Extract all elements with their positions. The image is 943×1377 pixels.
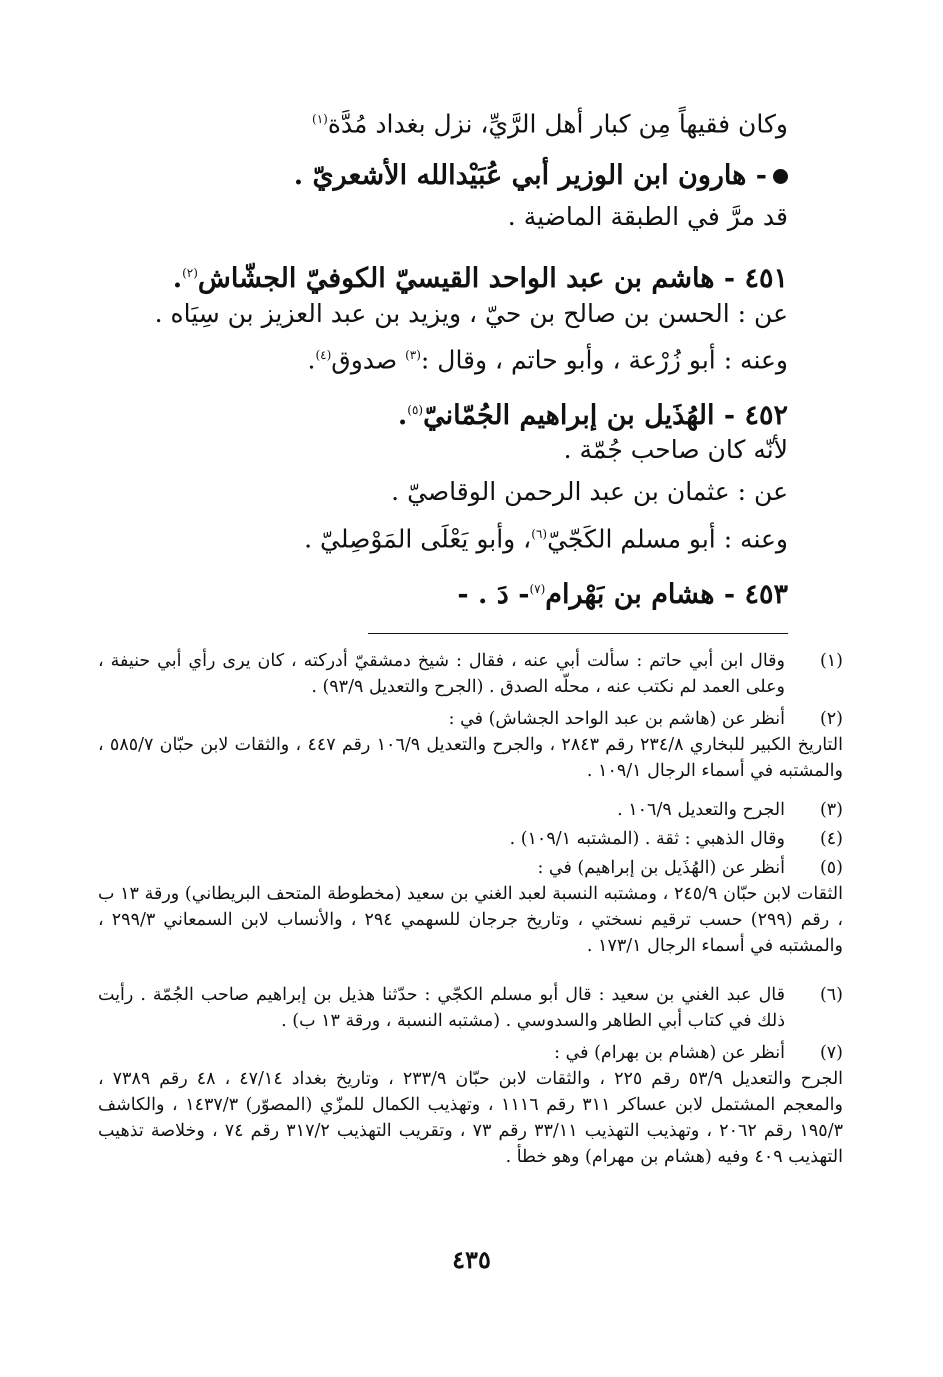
by-text: ، وأبو يَعْلَى المَوْصِليّ . xyxy=(304,524,532,554)
by-text: صدوق xyxy=(331,345,406,375)
entry-title: - هارون ابن الوزير أبي عُبَيْدالله الأشعريّ . xyxy=(293,160,767,191)
footnote-ref: (٦) xyxy=(531,527,548,541)
footnote-5 xyxy=(98,855,843,959)
by-text: وعنه : أبو مسلم الكَجّيّ xyxy=(547,524,788,554)
by-text: وعنه : أبو زُرْعة ، وأبو حاتم ، وقال : xyxy=(420,345,788,375)
text-line-1 xyxy=(312,102,788,141)
footnote-text: قال عبد الغني بن سعيد : قال أبو مسلم الكجّي : حدّثنا هذيل بن إبراهيم صاحب الجُمّة . رأيت ذلك في كتاب أبي الطاهر والسدوسي . (مشتبه النسبة ، ورقة ١٣ ب) . xyxy=(98,985,785,1031)
footnote-ref: (٢) xyxy=(182,266,198,280)
by-end: . xyxy=(307,345,316,375)
footnote-number: (٧) xyxy=(819,1043,843,1063)
footnote-text: أنظر عن (هاشم بن عبد الواحد الجشاش) في : xyxy=(448,709,785,729)
footnote-divider xyxy=(368,633,788,634)
footnote-6 xyxy=(98,982,843,1034)
footnote-text: وقال الذهبي : ثقة . (المشتبه ١٠٩/١) . xyxy=(509,829,785,849)
footnote-number: (٤) xyxy=(819,829,843,849)
footnote-text: وقال ابن أبي حاتم : سألت أبي عنه ، فقال : شيخ دمشقيّ أدركته ، كان يرى رأي أبي حنيفة ، وعلى العمد لم نكتب عنه ، محلّه الصدق . (الجرح والتعديل ٩٣/٩) . xyxy=(98,651,785,697)
footnote-text: الجرح والتعديل ١٠٦/٩ . xyxy=(617,800,785,820)
entry-451-heading xyxy=(173,255,788,297)
note-text: قد مرَّ في الطبقة الماضية . xyxy=(507,202,788,231)
footnote-number: (٥) xyxy=(819,858,843,878)
note-text: لأنّه كان صاحب جُمّة . xyxy=(563,435,788,464)
bullet-icon xyxy=(773,169,788,184)
entry-end: . xyxy=(397,400,408,431)
footnote-text: أنظر عن (الهُذَيل بن إبراهيم) في : xyxy=(537,858,785,878)
footnote-ref: (٣) xyxy=(405,348,421,362)
entry-haroun-heading xyxy=(294,158,788,194)
entry-452-by xyxy=(304,517,788,556)
footnote-2 xyxy=(98,706,843,784)
footnote-continuation: الثقات لابن حبّان ٢٤٥/٩ ، ومشتبه النسبة لعبد الغني بن سعيد (مخطوطة المتحف البريطاني) ورقة ١٣ ب ، رقم (٢٩٩) حسب ترقيم نسختي ، وتاريخ جرجان للسهمي ٢٩٤ ، والأنساب لابن السمعاني ٢٩٩/٣ ، والمشتبه في أسماء الرجال ١٧٣/١ . xyxy=(98,884,843,956)
footnote-number: (١) xyxy=(819,651,843,671)
line-text: وكان فقيهاً مِن كبار أهل الرَّيِّ، نزل بغداد مُدَّة xyxy=(327,109,788,139)
footnote-text: أنظر عن (هشام بن بهرام) في : xyxy=(554,1043,785,1063)
footnote-ref: (٧) xyxy=(529,582,546,596)
from-text: عن : الحسن بن صالح بن حيّ ، ويزيد بن عبد العزيز بن سِيَاه . xyxy=(154,299,788,328)
footnote-number: (٣) xyxy=(819,800,843,820)
entry-haroun-note xyxy=(508,200,788,234)
entry-452-note xyxy=(564,433,788,467)
footnote-3 xyxy=(98,797,843,823)
entry-title: ٤٥٢ - الهُذَيل بن إبراهيم الجُمّانيّ xyxy=(423,400,788,431)
footnote-continuation: الجرح والتعديل ٥٣/٩ رقم ٢٢٥ ، والثقات لابن حبّان ٢٣٣/٩ ، وتاريخ بغداد ٤٧/١٤ ، ٤٨ رقم ٧٣٨٩ ، والمعجم المشتمل لابن عساكر ٣١١ رقم ١١١٦ ، وتهذيب الكمال للمزّي (المصوّر) ١٤٣٧/٣ ، والكاشف ١٩٥/٣ رقم ٢٠٦٢ ، وتهذيب التهذيب ٣٣/١١ رقم ٧٣ ، وتقريب التهذيب ٣١٧/٢ رقم ٧٤ ، وخلاصة تذهيب التهذيب ٤٠٩ وفيه (هشام بن مهرام) وهو خطأ . xyxy=(98,1069,844,1167)
footnote-ref: (٤) xyxy=(315,348,332,362)
entry-end: - دَ . - xyxy=(457,579,530,610)
entry-title: ٤٥٣ - هشام بن بَهْرام xyxy=(545,579,788,610)
entry-453-heading xyxy=(457,571,788,613)
entry-451-from xyxy=(155,297,788,331)
footnote-continuation: التاريخ الكبير للبخاري ٢٣٤/٨ رقم ٢٨٤٣ ، والجرح والتعديل ١٠٦/٩ رقم ٤٤٧ ، والثقات لابن حبّان ٥٨٥/٧ ، والمشتبه في أسماء الرجال ١٠٩/١ . xyxy=(98,735,844,781)
footnote-ref: (١) xyxy=(312,112,328,126)
footnote-7 xyxy=(98,1040,843,1170)
from-text: عن : عثمان بن عبد الرحمن الوقاصيّ . xyxy=(391,477,788,506)
entry-end: . xyxy=(172,263,183,294)
footnote-number: (٦) xyxy=(819,985,843,1005)
entry-451-by xyxy=(308,338,788,377)
entry-452-from xyxy=(391,475,788,509)
entry-title: ٤٥١ - هاشم بن عبد الواحد القيسيّ الكوفيّ الجشّاش xyxy=(197,263,788,294)
footnote-4 xyxy=(98,826,843,852)
footnote-number: (٢) xyxy=(819,709,843,729)
page-number: ٤٣٥ xyxy=(452,1245,491,1274)
entry-452-heading xyxy=(398,392,788,434)
footnote-1 xyxy=(98,648,843,700)
footnote-ref: (٥) xyxy=(407,403,424,417)
